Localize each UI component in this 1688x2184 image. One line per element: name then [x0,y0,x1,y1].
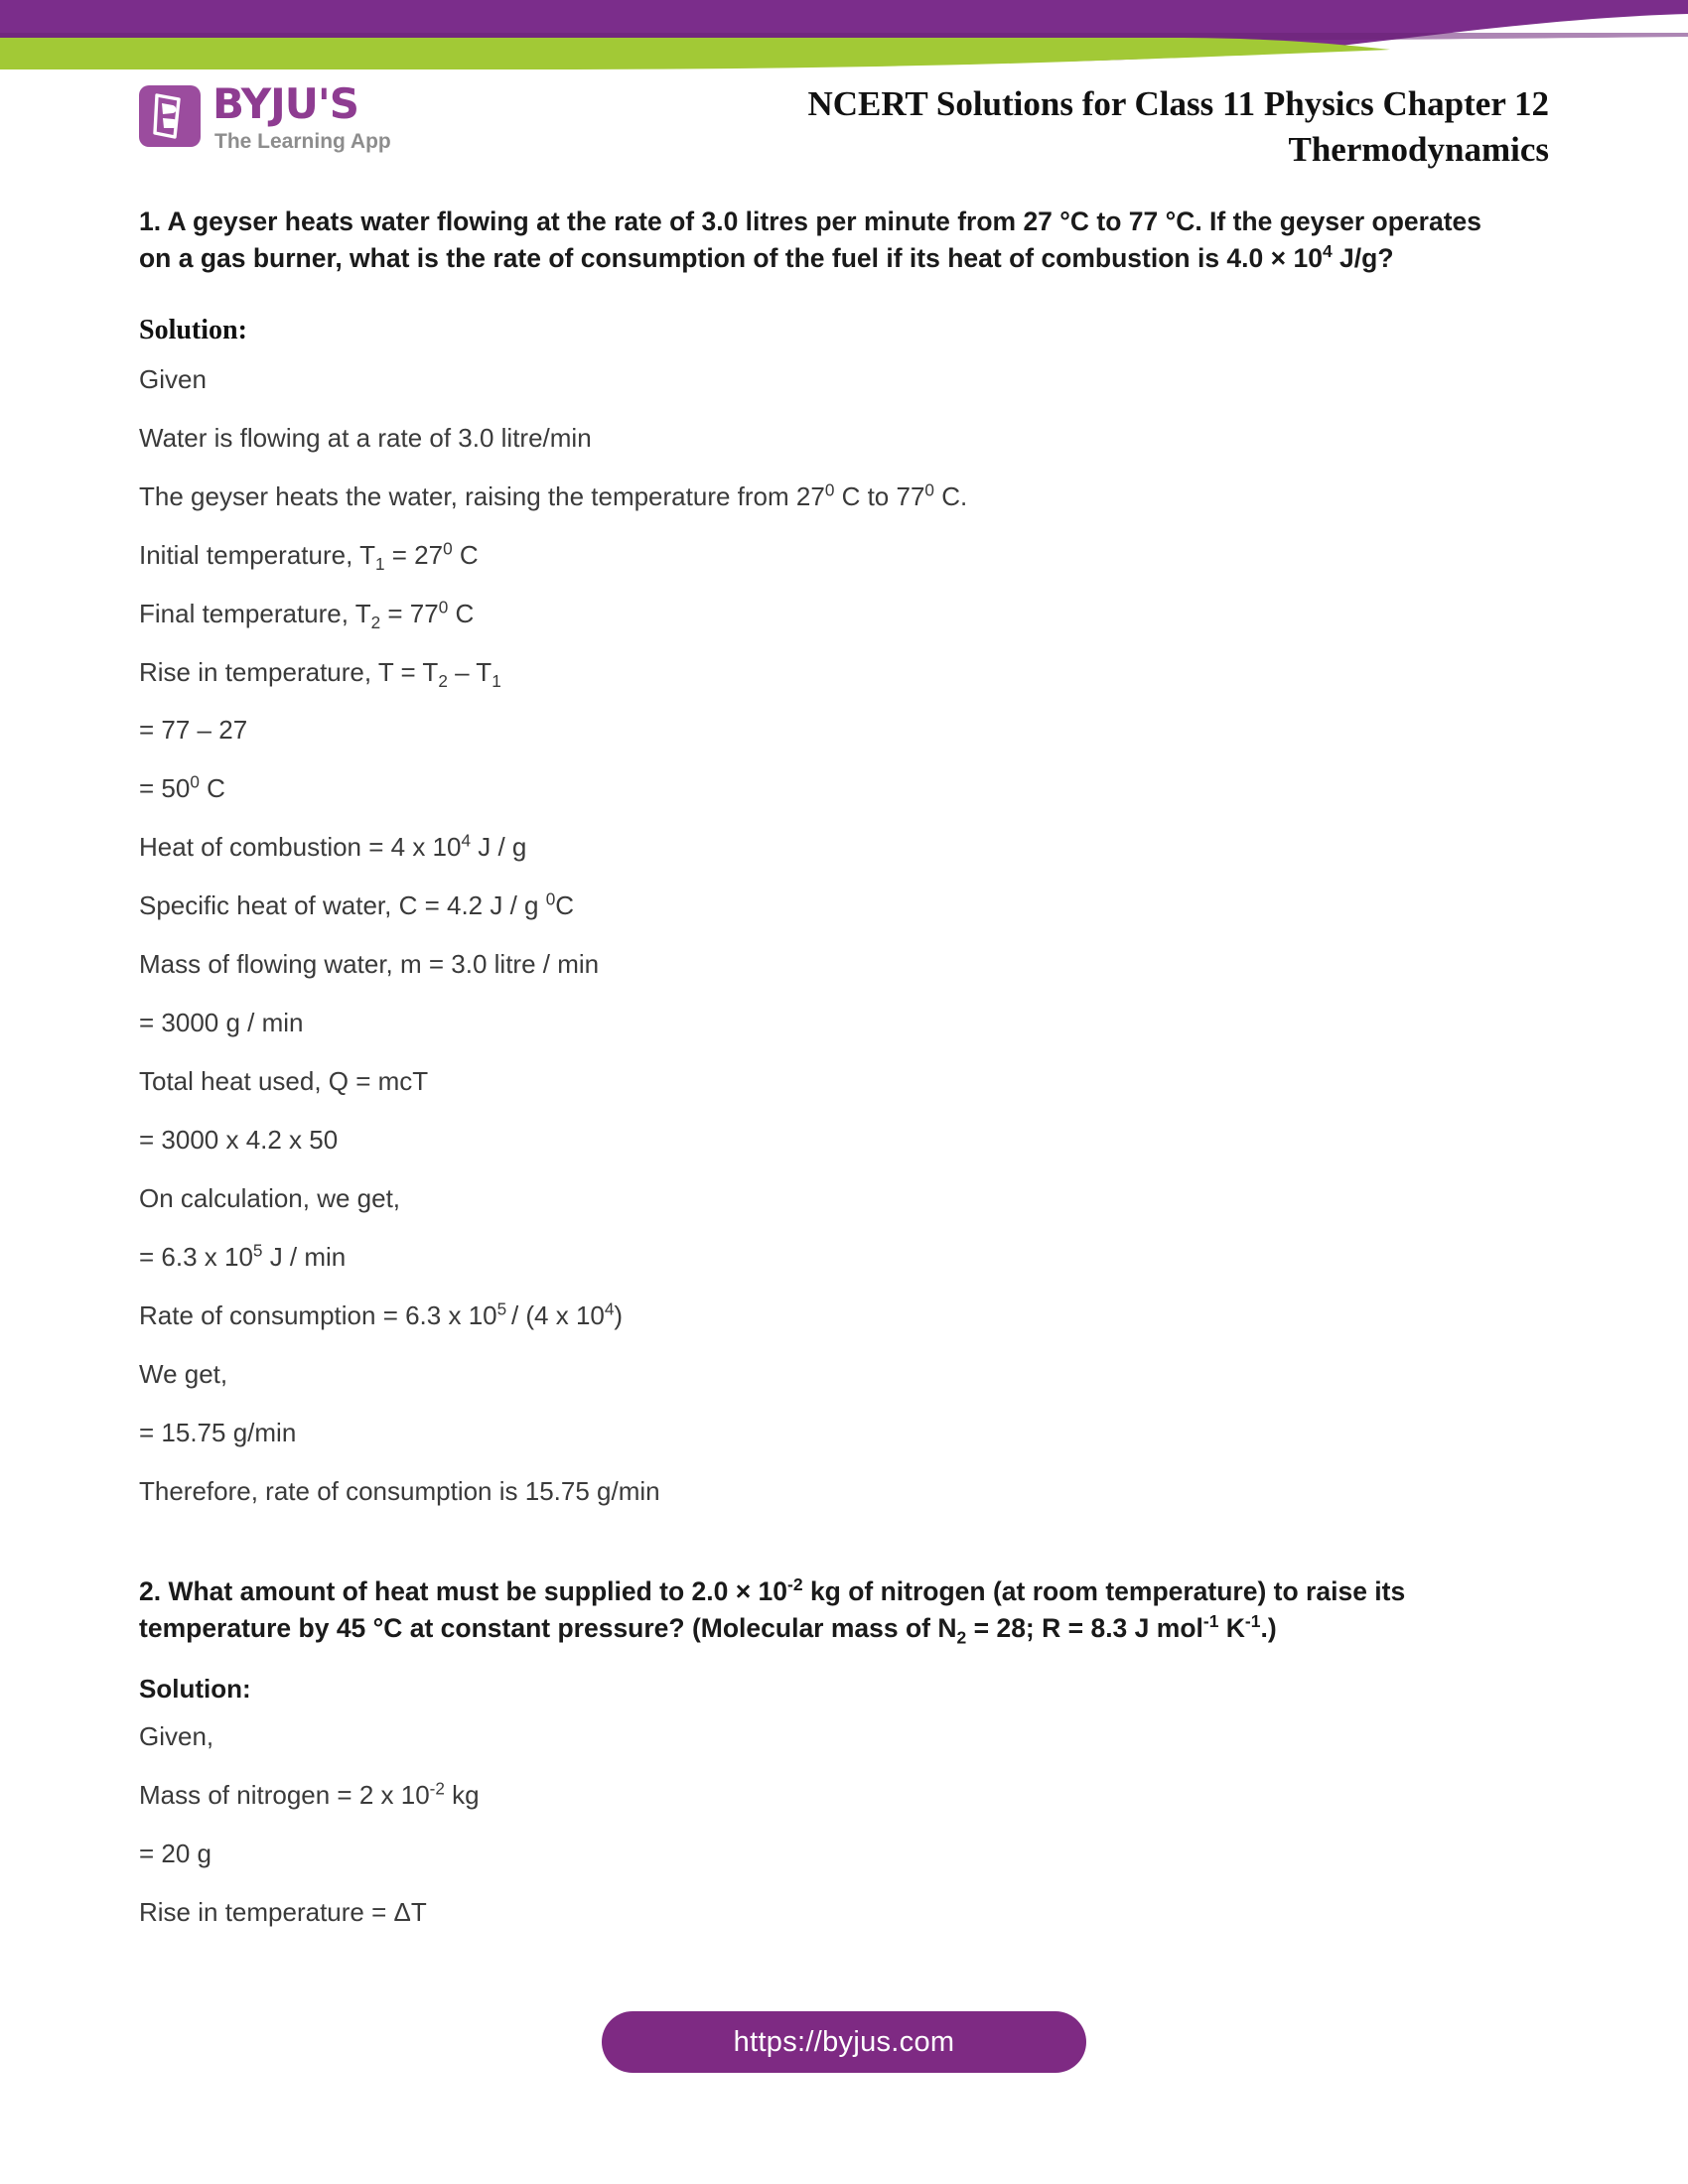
question-1-solution-label: Solution: [139,315,247,346]
question-1-prompt: 1. A geyser heats water flowing at the rate of 3.0 litres per minute from 27 °C to 77 °C. If the geyser operates on a gas burner, what is the rate of consumption of the fuel if its heat of combustion is $4.0 \times 10^4$ J/g? [139,206,1481,274]
question-2-prompt: 2. What amount of heat must be supplied to $2.0 \times 10^{-2}$ kg of nitrogen (at room temperature) to raise its temperature by 45 °C at constant pressure? (Molecular mass of $N_2 = 28$; R = 8.3 J mol$^{-1}$ $K^{-1}$.) [139,1573,1406,1648]
solution-step: Therefore, rate of consumption is 15.75 g/min [139,1476,660,1507]
footer-url-button[interactable] [602,2011,1086,2073]
byjus-tagline: The Learning App [214,130,391,153]
solution-step: Rise in temperature = ΔT [139,1896,427,1927]
solution-step: On calculation, we get, [139,1183,401,1214]
section-gap [139,1522,1499,1573]
solution-step: The geyser heats the water, raising the temperature from $27^0$ C to $77^0$ C. [139,478,968,511]
byjus-logo [139,79,437,161]
purple-band-shape [0,0,1688,64]
solution-step: Mass of flowing water, m = 3.0 litre / min [139,949,600,980]
footer-url-label: https://byjus.com [733,2025,955,2058]
solution-step: Given [139,363,207,394]
header-decoration-bands [0,0,1688,89]
solution-step: = 15.75 g/min [139,1418,297,1448]
solution-step: = 6.3 x $10^5$ J / min [139,1240,347,1273]
question-1-steps [139,349,1499,1522]
solution-step: Water is flowing at a rate of 3.0 litre/min [139,422,592,453]
page-title [655,81,1549,173]
question-2-solution-label: Solution: [139,1673,251,1704]
solution-step: Rate of consumption = 6.3 x $10^5 / (4$ x $10^4$) [139,1298,624,1331]
solution-step: We get, [139,1359,228,1390]
byjus-wordmark: BYJU'S [212,79,358,128]
solution-step: Given, [139,1720,214,1751]
solution-step: Mass of nitrogen = 2 x $10^{-2}$ kg [139,1777,480,1810]
solution-step: = $50^0$ C [139,771,225,804]
question-block-1 [139,204,1499,1522]
solution-step: = 20 g [139,1838,212,1868]
solution-step: Rise in temperature, $T = T_2 - T_1$ [139,656,501,691]
purple-band-accent-line [0,33,1688,41]
solution-step: Heat of combustion = 4 x $10^4$ J / g [139,830,527,863]
solution-step: Total heat used, Q = mcT [139,1066,429,1097]
solution-step: = 77 – 27 [139,715,248,746]
solution-step: Initial temperature, $T_1 = 27^0$ C [139,537,479,574]
solution-step: = 3000 x 4.2 x 50 [139,1125,339,1156]
document-content [139,204,1499,1942]
solution-step: Specific heat of water, C = 4.2 J / g $^0$C [139,888,575,921]
byjus-b-logo-icon [139,85,201,147]
page-title-line-2: Thermodynamics [1288,130,1549,170]
green-band-shape [0,38,1390,69]
header-bands-svg [0,0,1688,89]
question-2-steps [139,1706,1499,1942]
solution-step: Final temperature, $T_2 = 77^0$ C [139,596,475,632]
page-title-line-1: NCERT Solutions for Class 11 Physics Chapter 12 [807,84,1549,123]
solution-step: = 3000 g / min [139,1008,304,1038]
question-block-2 [139,1573,1499,1942]
